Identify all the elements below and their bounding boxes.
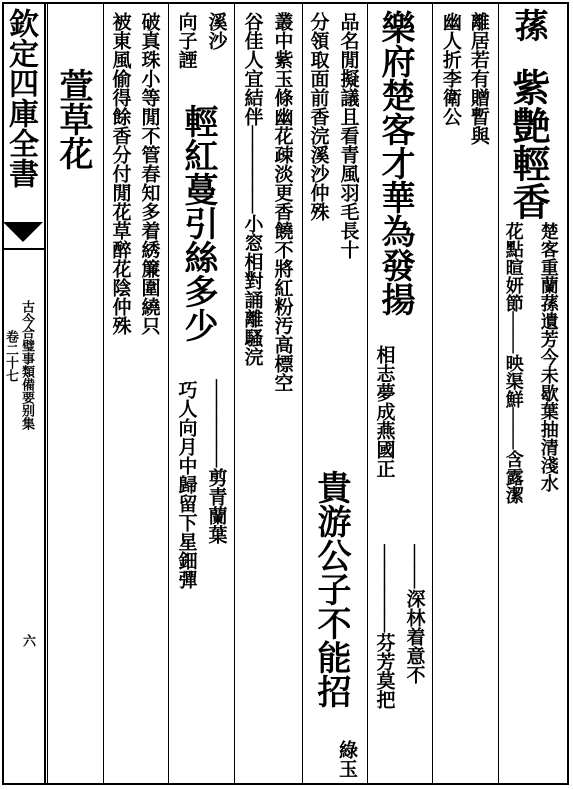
entry-subheading: 紫艶輕香 [506, 68, 551, 220]
annotation-text: 花點暄妍節││映渠鮮││含露潔 [502, 222, 524, 504]
column-rule [168, 2, 169, 785]
annotation-text: 品名閒擬議且看青風羽毛長十 [337, 12, 360, 259]
annotation-text: 向子諲 [175, 12, 198, 69]
entry-heading: 蓀 [508, 8, 548, 42]
annotation-text: 被東風偷得餘香分付閒花草醉花陰仲殊 [109, 12, 132, 335]
column-rule [498, 2, 499, 785]
quoted-verse: 輕紅蔓引絲多少 [178, 104, 219, 342]
annotation-text: 楚客重蘭蓀遺芳今未歇葉抽清淺水 [537, 222, 559, 492]
annotation-text: 離居若有贈暫與 [467, 12, 490, 145]
quoted-verse: 樂府楚客才華為發揚 [375, 10, 416, 316]
book-title: 欽定四庫全書 [3, 8, 38, 188]
fish-tail-ornament [3, 222, 44, 250]
annotation-text: 綠玉 [336, 740, 358, 778]
annotation-text: 分領取面前香浣溪沙仲殊 [307, 12, 330, 221]
annotation-text: ││││芬芳莫把 [373, 545, 396, 709]
column-rule [367, 2, 368, 785]
annotation-text: 巧人向月中歸留下星鈿彈 [175, 380, 198, 589]
annotation-text: 相志夢成燕國正 [373, 345, 396, 478]
annotation-text: 幽人折李衛公 [439, 12, 462, 126]
annotation-text: 破真珠小等閒不管春知多着綉簾圍繞只 [138, 12, 161, 335]
column-rule [234, 2, 235, 785]
margin-inner-rule [47, 2, 48, 785]
collection-title: 古今合璧事類備要别集 [19, 300, 34, 430]
page-number: 六 [20, 634, 35, 647]
section-title: 萱草花 [53, 68, 93, 170]
annotation-text: 溪沙 [205, 12, 228, 50]
column-rule [302, 2, 303, 785]
annotation-text: ││深林着意不 [403, 545, 426, 684]
column-rule [432, 2, 433, 785]
margin-rule [44, 2, 46, 785]
annotation-text: 谷佳人宜結伴││││小窓相對誦離騷浣 [241, 12, 264, 366]
volume-number: 卷二十七 [3, 330, 18, 382]
annotation-text: ││││剪青蘭葉 [205, 380, 228, 544]
annotation-text: 叢中紫玉條幽花疎淡更香饒不將紅粉汚高標空 [271, 12, 294, 392]
column-rule [103, 2, 104, 785]
quoted-verse: 貴游公子不能招 [311, 470, 352, 708]
